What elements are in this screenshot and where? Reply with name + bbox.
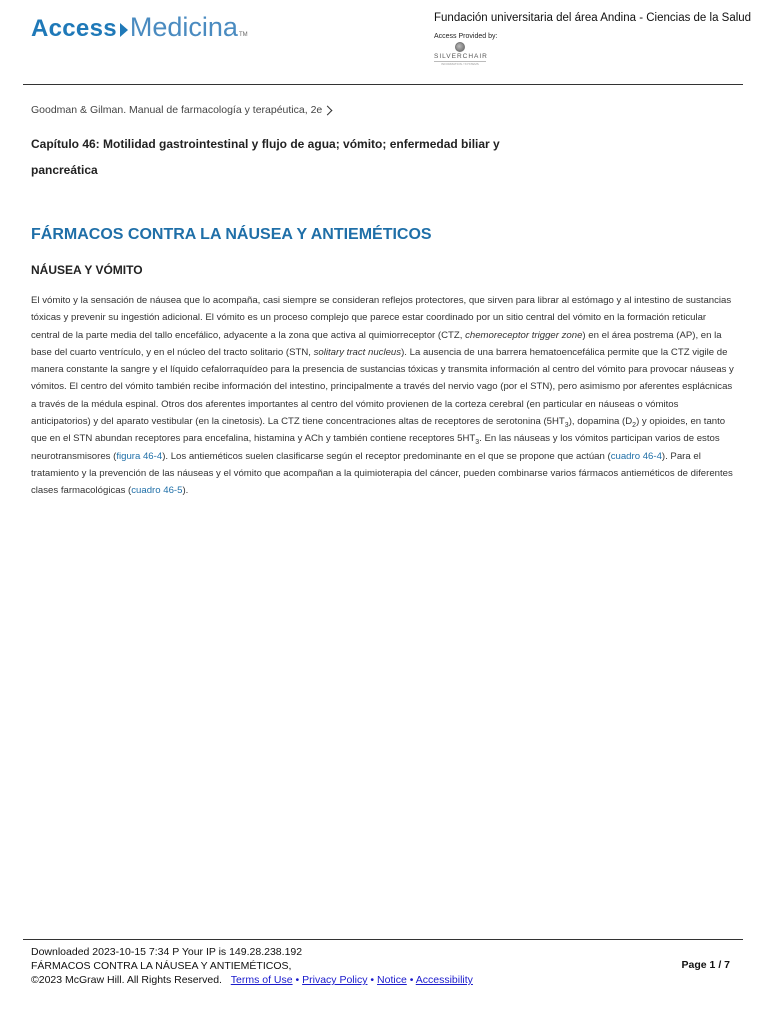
page-number: Page 1 / 7	[681, 959, 730, 971]
access-provided-label: Access Provided by:	[434, 33, 498, 40]
privacy-policy-link[interactable]: Privacy Policy	[302, 974, 368, 986]
paragraph-text: El vómito y la sensación de náusea que lo acompaña, casi siempre se consideran reflejos protectores, que sirven para librar al estómago y al intestino de sustancias tóxicas y prevenir su ingestión adicional. El vómito es un proceso complejo que parece estar coordinado por un sitio central del vómito en la formación reticular central de la parte media del tallo encefálico, adyacente a la zona que activa al quimiorreceptor (CTZ,	[31, 295, 732, 341]
paragraph-text: ). Los antieméticos suelen clasificarse según el receptor predominante en el que se propone que actúan (	[162, 450, 611, 462]
paragraph-text: . En las náuseas y los vómitos participan varios de estos neurotransmisores (	[31, 433, 720, 462]
silverchair-logo	[434, 42, 486, 66]
paragraph-text: ) en el área postrema (AP), en la base del cuarto ventrículo, y en el núcleo del tracto solitario (STN,	[31, 329, 722, 358]
link-separator: •	[370, 974, 375, 986]
provider-name: SILVERCHAIR	[434, 53, 488, 60]
logo-arrow-icon	[120, 23, 128, 37]
table-46-4-link[interactable]: cuadro 46-4	[610, 450, 662, 462]
paragraph-text: ). Para el tratamiento y la prevención de las náuseas y el vómito que acompañan a la quimioterapia del cáncer, pueden combinarse varios fármacos antieméticos de diferentes clases farmacológicas (	[31, 450, 733, 497]
link-separator: •	[409, 974, 414, 986]
footer-divider	[23, 939, 743, 940]
section-title: FÁRMACOS CONTRA LA NÁUSEA Y ANTIEMÉTICOS	[31, 226, 432, 243]
institution-name: Fundación universitaria del área Andina - Ciencias de la Salud	[434, 12, 752, 24]
accessmedicina-logo[interactable]	[31, 12, 248, 52]
link-separator: •	[295, 974, 300, 986]
paragraph-text: ), dopamina (D	[568, 416, 633, 428]
subscript: 2	[632, 421, 637, 429]
subsection-title: NÁUSEA Y VÓMITO	[31, 263, 143, 277]
body-paragraph	[31, 292, 736, 500]
chevron-right-icon	[323, 105, 333, 115]
logo-access-text: Access	[31, 15, 117, 42]
accessibility-link[interactable]: Accessibility	[415, 974, 473, 986]
notice-link[interactable]: Notice	[377, 974, 407, 986]
logo-medicina-text: Medicina	[129, 12, 238, 42]
footer-info	[31, 945, 473, 987]
header-divider	[23, 84, 743, 85]
logo-trademark: TM	[238, 32, 248, 38]
paragraph-text: ). La ausencia de una barrera hematoencefálica permite que la CTZ vigile de manera constante la sangre y el líquido cefalorraquídeo para la presencia de sustancias tóxicas y transmita información al centro del vómito para provocar náuseas y vómitos. El centro del vómito también recibe información del intestino, principalmente a través del nervio vago (por el STN), pero asimismo por aferentes esplácnicas a través de la médula espinal. Otros dos aferentes importantes al centro del vómito provienen de la corteza cerebral (en particular en náuseas o vómitos anticipatorios) y del aparato vestibular (en la cinetosis). La CTZ tiene concentraciones altas de receptores de serotonina (5HT	[31, 346, 734, 428]
table-46-5-link[interactable]: cuadro 46-5	[131, 485, 183, 497]
subscript: 3	[564, 421, 569, 429]
paragraph-text: ) y opioides, en tanto que en el STN abundan receptores para encefalina, histamina y ACh y también contiene receptores 5HT	[31, 416, 726, 445]
paragraph-italic-term: chemoreceptor trigger zone	[465, 329, 583, 341]
provider-subtitle: INFORMATION / SYSTEMS	[434, 61, 486, 66]
figure-46-4-link[interactable]: figura 46-4	[116, 450, 163, 462]
breadcrumb[interactable]	[31, 104, 331, 116]
paragraph-text: ).	[182, 485, 189, 497]
globe-icon	[455, 42, 465, 52]
terms-of-use-link[interactable]: Terms of Use	[230, 974, 293, 986]
footer-document-title: FÁRMACOS CONTRA LA NÁUSEA Y ANTIEMÉTICOS,	[31, 960, 292, 972]
paragraph-italic-term: solitary tract nucleus	[313, 346, 402, 358]
breadcrumb-book-link[interactable]: Goodman & Gilman. Manual de farmacología y terapéutica, 2e	[31, 104, 323, 116]
download-info: Downloaded 2023-10-15 7:34 P Your IP is 149.28.238.192	[31, 946, 303, 958]
footer-links-row	[31, 973, 473, 987]
chapter-title: Capítulo 46: Motilidad gastrointestinal y flujo de agua; vómito; enfermedad biliar y pancreática	[31, 137, 500, 177]
subscript: 3	[475, 439, 480, 447]
copyright-text: ©2023 McGraw Hill. All Rights Reserved.	[31, 974, 222, 986]
